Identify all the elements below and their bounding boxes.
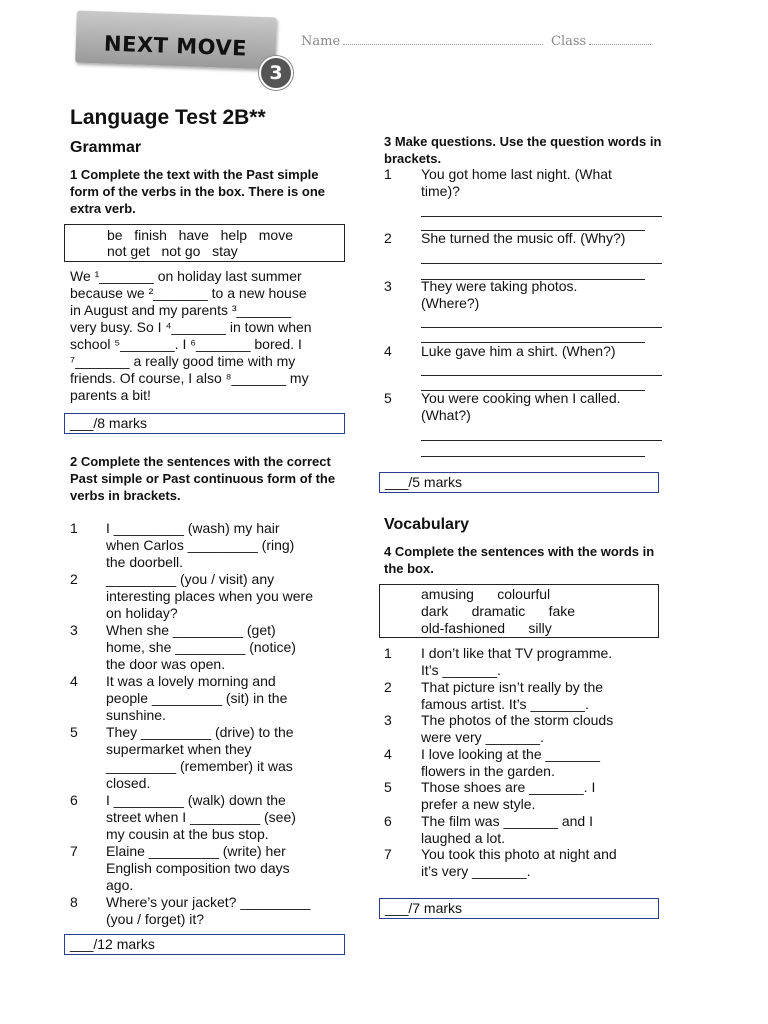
item-number: 6 bbox=[384, 812, 392, 829]
item-number: 3 bbox=[70, 622, 78, 638]
ex4-item-line: it’s very _______. bbox=[421, 863, 531, 879]
ex4-item-line: That picture isn’t really by the bbox=[421, 678, 604, 695]
vocabulary-heading: Vocabulary bbox=[384, 516, 470, 533]
ex4-item-line: It’s _______. bbox=[421, 662, 501, 678]
ex2-item-line: They _________ (drive) to the bbox=[106, 724, 294, 740]
ex3-item-line: (What?) bbox=[421, 407, 471, 423]
ex3-item-line: They were taking photos. bbox=[421, 278, 578, 294]
answer-line[interactable] bbox=[421, 230, 645, 231]
ex1-instruction: 1 Complete the text with the Past simple form of the verbs in the box. There is one extra verb. bbox=[70, 167, 325, 216]
word-box-row: not get not go stay bbox=[107, 243, 238, 259]
word-box-row: old-fashioned silly bbox=[421, 620, 552, 636]
ex1-text-line: in August and my parents ³_______ bbox=[70, 302, 292, 318]
ex2-item-line: street when I _________ (see) bbox=[106, 809, 296, 825]
answer-line[interactable] bbox=[421, 375, 662, 376]
ex2-item-line: It was a lovely morning and bbox=[106, 673, 276, 689]
ex2-item-line: closed. bbox=[106, 775, 151, 791]
name-field[interactable] bbox=[301, 34, 543, 49]
ex2-item-line: Where’s your jacket? _________ bbox=[106, 894, 311, 910]
item-number: 2 bbox=[384, 678, 392, 695]
ex2-item-line: my cousin at the bus stop. bbox=[106, 826, 269, 842]
item-number: 1 bbox=[384, 166, 392, 182]
answer-line[interactable] bbox=[421, 342, 645, 343]
ex4-item-line: laughed a lot. bbox=[421, 829, 506, 846]
item-number: 4 bbox=[70, 673, 78, 689]
item-number: 3 bbox=[384, 712, 392, 728]
item-number: 4 bbox=[384, 343, 392, 359]
ex1-text-line: We ¹_______ on holiday last summer bbox=[70, 268, 302, 284]
ex2-item-line: interesting places when you were bbox=[106, 588, 314, 604]
ex2-item-line: the door was open. bbox=[106, 656, 226, 672]
ex4-instruction: 4 Complete the sentences with the words in the box. bbox=[384, 544, 655, 576]
ex1-text-line: school ⁵_______. I ⁶_______ bored. I bbox=[70, 336, 302, 352]
ex3-item-line: You got home last night. (What bbox=[421, 166, 612, 182]
ex1-text-line: parents a bit! bbox=[70, 387, 151, 403]
item-number: 1 bbox=[384, 645, 392, 661]
answer-line[interactable] bbox=[421, 263, 662, 264]
ex2-item-line: _________ (you / visit) any bbox=[106, 571, 275, 587]
word-box-row: be finish have help move bbox=[107, 227, 293, 243]
ex2-item-line: (you / forget) it? bbox=[106, 911, 205, 927]
item-number: 5 bbox=[384, 390, 392, 406]
answer-line[interactable] bbox=[421, 216, 662, 217]
word-box-row: amusing colourful bbox=[421, 586, 551, 602]
ex3-item-line: You were cooking when I called. bbox=[421, 390, 621, 406]
class-field[interactable] bbox=[551, 34, 651, 49]
ex2-item-line: people _________ (sit) in the bbox=[106, 690, 288, 706]
ex1-text-line: because we ²_______ to a new house bbox=[70, 285, 307, 301]
grammar-heading: Grammar bbox=[70, 139, 142, 156]
answer-line[interactable] bbox=[421, 279, 645, 280]
ex2-item-line: supermarket when they bbox=[106, 741, 252, 757]
answer-line[interactable] bbox=[421, 456, 645, 457]
item-number: 3 bbox=[384, 278, 392, 294]
ex4-item-line: You took this photo at night and bbox=[421, 846, 617, 862]
item-number: 7 bbox=[384, 846, 392, 862]
ex2-item-line: sunshine. bbox=[106, 707, 166, 723]
item-number: 2 bbox=[384, 230, 392, 246]
ex3-instruction: 3 Make questions. Use the question words in brackets. bbox=[384, 134, 662, 166]
ex4-item-line: Those shoes are _______. I bbox=[421, 779, 596, 795]
answer-line[interactable] bbox=[421, 327, 662, 328]
ex4-item-line: famous artist. It’s _______. bbox=[421, 695, 589, 712]
ex1-text-line: ⁷_______ a really good time with my bbox=[70, 353, 296, 369]
class-label: Class bbox=[551, 34, 587, 49]
ex2-item-line: English composition two days bbox=[106, 860, 290, 876]
item-number: 5 bbox=[384, 779, 392, 795]
logo-text: NEXT MOVE bbox=[103, 31, 248, 61]
ex2-item-line: home, she _________ (notice) bbox=[106, 639, 296, 655]
ex2-item-line: _________ (remember) it was bbox=[106, 758, 293, 774]
ex2-marks-box[interactable]: ___/12 marks bbox=[64, 934, 345, 955]
answer-line[interactable] bbox=[421, 440, 662, 441]
ex3-item-line: (Where?) bbox=[421, 295, 480, 311]
name-label: Name bbox=[301, 34, 341, 49]
ex2-item-line: I _________ (walk) down the bbox=[106, 792, 286, 808]
ex2-item-line: Elaine _________ (write) her bbox=[106, 843, 286, 859]
ex4-item-line: were very _______. bbox=[421, 729, 544, 745]
ex1-text-line: very busy. So I ⁴_______ in town when bbox=[70, 319, 312, 335]
ex4-item-line: flowers in the garden. bbox=[421, 762, 555, 779]
ex3-item-line: time)? bbox=[421, 183, 460, 199]
ex4-item-line: The film was _______ and I bbox=[421, 812, 593, 829]
ex1-text-line: friends. Of course, I also ⁸_______ my bbox=[70, 370, 309, 386]
ex2-item-line: on holiday? bbox=[106, 605, 178, 621]
ex2-item-line: I _________ (wash) my hair bbox=[106, 520, 280, 536]
ex4-item-line: I love looking at the _______ bbox=[421, 745, 601, 762]
ex4-marks-box[interactable]: ___/7 marks bbox=[379, 898, 659, 919]
ex3-item-line: She turned the music off. (Why?) bbox=[421, 230, 626, 246]
item-number: 2 bbox=[70, 571, 78, 587]
ex2-item-line: when Carlos _________ (ring) bbox=[106, 537, 295, 553]
ex2-instruction: 2 Complete the sentences with the correct Past simple or Past continuous form of the verbs in brackets. bbox=[70, 454, 336, 503]
ex4-item-line: The photos of the storm clouds bbox=[421, 712, 614, 728]
answer-line[interactable] bbox=[421, 390, 645, 391]
ex3-marks-box[interactable]: ___/5 marks bbox=[379, 472, 659, 493]
item-number: 8 bbox=[70, 894, 78, 910]
item-number: 4 bbox=[384, 745, 392, 762]
ex3-item-line: Luke gave him a shirt. (When?) bbox=[421, 343, 616, 359]
ex4-word-box bbox=[379, 584, 659, 638]
ex2-item-line: the doorbell. bbox=[106, 554, 184, 570]
ex4-item-line: prefer a new style. bbox=[421, 796, 536, 812]
word-box-row: dark dramatic fake bbox=[421, 603, 576, 619]
ex1-word-box bbox=[64, 224, 345, 262]
ex2-item-line: When she _________ (get) bbox=[106, 622, 276, 638]
page-title: Language Test 2B** bbox=[70, 106, 266, 129]
item-number: 7 bbox=[70, 843, 78, 859]
level-badge: 3 bbox=[259, 56, 293, 90]
item-number: 5 bbox=[70, 724, 78, 740]
ex4-item-line: I don’t like that TV programme. bbox=[421, 645, 613, 661]
ex1-marks-box[interactable]: ___/8 marks bbox=[64, 413, 345, 434]
item-number: 6 bbox=[70, 792, 78, 808]
ex2-item-line: ago. bbox=[106, 877, 134, 893]
item-number: 1 bbox=[70, 520, 78, 536]
